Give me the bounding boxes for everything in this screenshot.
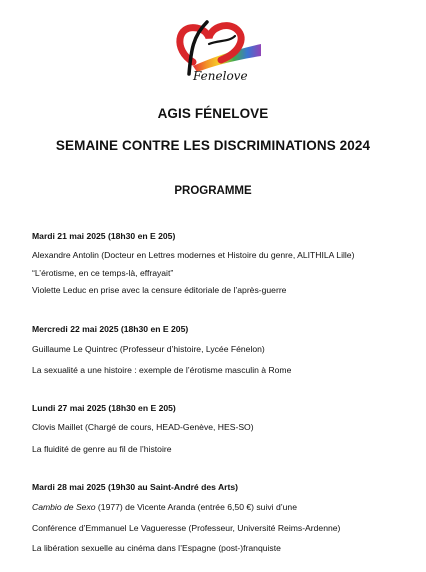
program-subtitle: PROGRAMME bbox=[174, 185, 252, 197]
session-speaker: Guillaume Le Quintrec (Professeur d’histoire, Lycée Fénelon) bbox=[32, 344, 265, 354]
session-2 bbox=[32, 324, 412, 375]
session-4 bbox=[32, 482, 412, 553]
session-topic: La sexualité a une histoire : exemple de l’érotisme masculin à Rome bbox=[32, 365, 292, 375]
session-topic: La libération sexuelle au cinéma dans l’Espagne (post-)franquiste bbox=[32, 543, 281, 553]
session-topic: Violette Leduc en prise avec la censure éditoriale de l’après-guerre bbox=[32, 285, 287, 295]
session-date: Mercredi 22 mai 2025 (18h30 en E 205) bbox=[32, 324, 189, 334]
film-details: (1977) de Vicente Aranda (entrée 6,50 €) suivi d’une bbox=[95, 502, 297, 512]
org-title: AGIS FÉNELOVE bbox=[157, 106, 269, 121]
session-speaker: Conférence d’Emmanuel Le Vagueresse (Professeur, Université Reims-Ardenne) bbox=[32, 523, 341, 533]
session-1 bbox=[32, 231, 412, 295]
session-date: Mardi 28 mai 2025 (19h30 au Saint-André des Arts) bbox=[32, 482, 239, 492]
event-title: SEMAINE CONTRE LES DISCRIMINATIONS 2024 bbox=[55, 138, 371, 153]
film-title: Cambio de Sexo bbox=[32, 502, 96, 512]
session-3 bbox=[32, 403, 412, 454]
session-film-line bbox=[32, 502, 297, 512]
session-speaker: Alexandre Antolin (Docteur en Lettres modernes et Histoire du genre, ALITHILA Lille) bbox=[32, 250, 355, 260]
session-date: Lundi 27 mai 2025 (18h30 en E 205) bbox=[32, 403, 176, 413]
logo-wordmark: Fenelove bbox=[193, 69, 248, 83]
session-date: Mardi 21 mai 2025 (18h30 en E 205) bbox=[32, 231, 176, 241]
fenelove-logo-graphic bbox=[163, 14, 263, 86]
session-quote: “L’érotisme, en ce temps-là, effrayait” bbox=[32, 268, 174, 278]
session-topic: La fluidité de genre au fil de l’histoire bbox=[32, 444, 172, 454]
fenelove-logo bbox=[163, 14, 263, 86]
session-speaker: Clovis Maillet (Chargé de cours, HEAD-Genève, HES-SO) bbox=[32, 422, 254, 432]
